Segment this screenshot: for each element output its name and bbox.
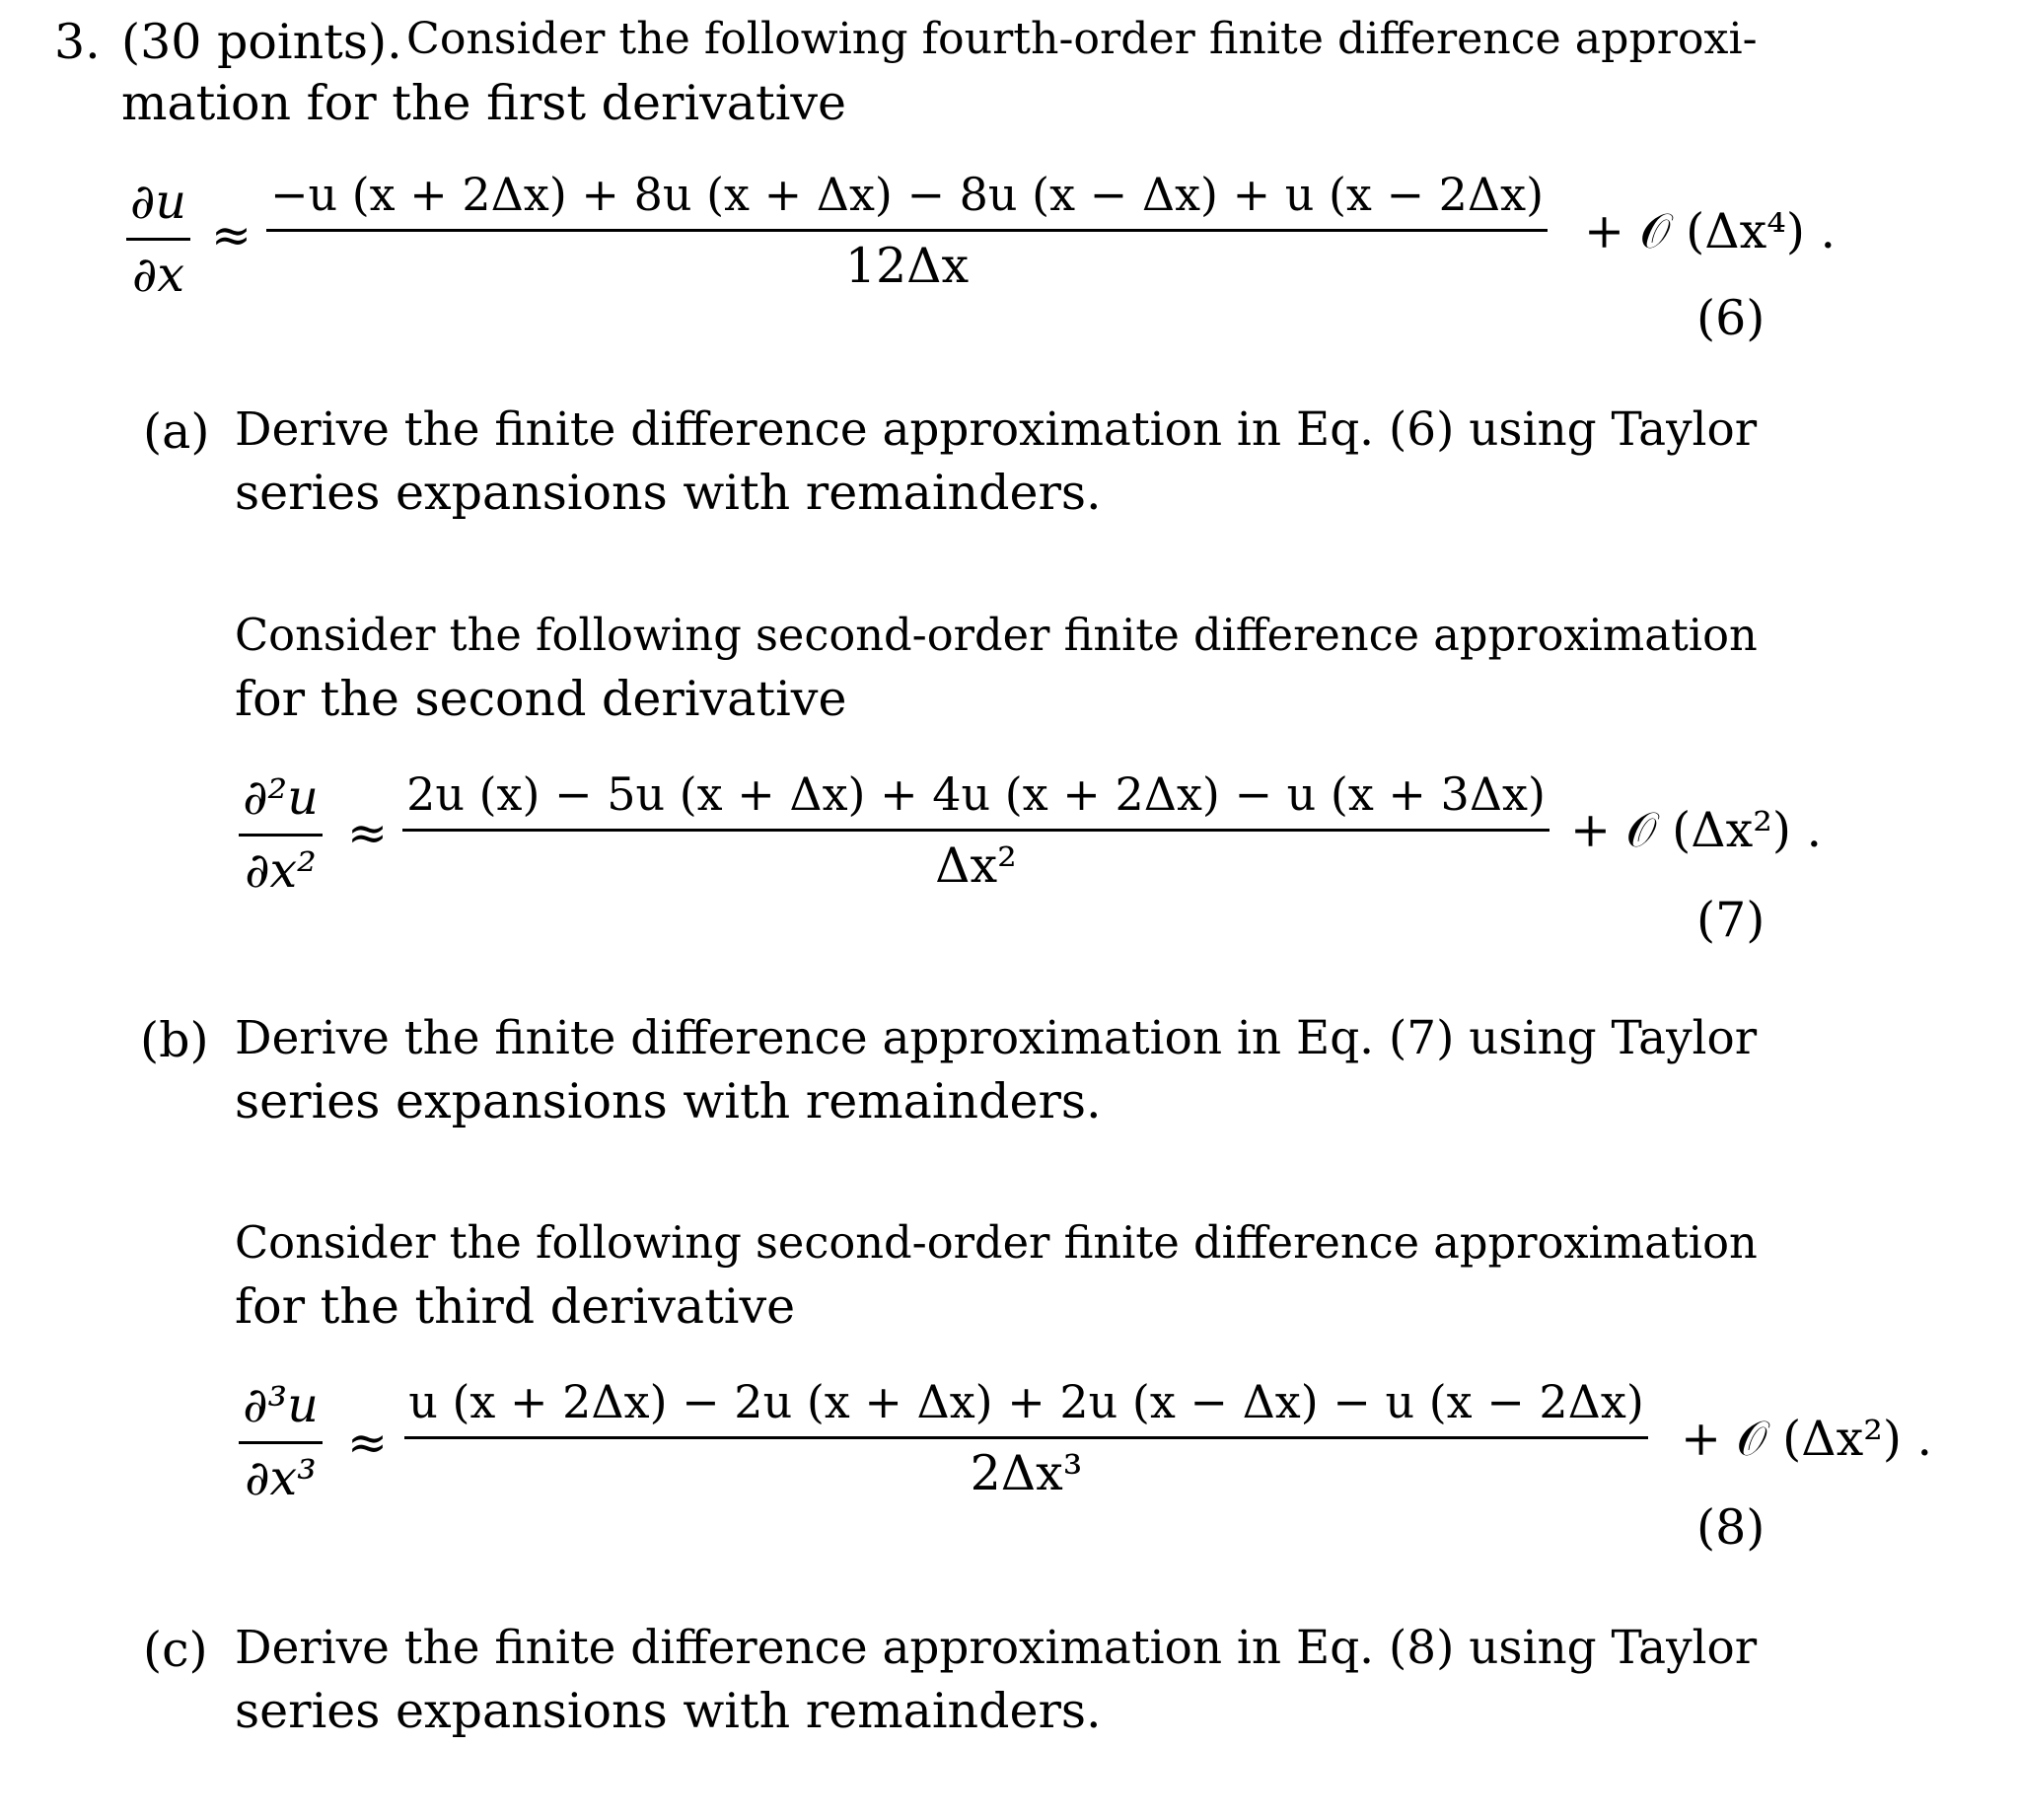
eq8-fraction (404, 1375, 1648, 1501)
eq7-error-term: + 𝒪 (Δx²) . (1570, 802, 1823, 858)
eq6-number: (6) (1696, 290, 1766, 346)
eq6-lhs-denominator: ∂x (132, 247, 184, 303)
problem-intro-line1: Consider the following fourth-order finite difference approxi- (406, 14, 1758, 64)
eq6-lhs (126, 174, 190, 303)
eq8-lhs (239, 1377, 323, 1506)
part-b-line2: series expansions with remainders. (235, 1073, 1102, 1129)
intro3-line2: for the third derivative (235, 1278, 796, 1335)
eq7-fraction (402, 767, 1550, 894)
part-b-label: (b) (140, 1012, 209, 1068)
eq7-number: (7) (1696, 892, 1766, 948)
eq8-number: (8) (1696, 1499, 1766, 1556)
part-a-label: (a) (143, 403, 210, 460)
intro2-line1: Consider the following second-order finite difference approximation (235, 610, 1758, 661)
eq6-approx-symbol: ≈ (211, 207, 252, 263)
eq8-approx-symbol: ≈ (347, 1415, 389, 1471)
eq8-lhs-denominator: ∂x³ (245, 1450, 317, 1506)
eq6-numerator: −u (x + 2Δx) + 8u (x + Δx) − 8u (x − Δx) + u (x − 2Δx) (269, 168, 1545, 221)
part-a-line1: Derive the finite difference approximation in Eq. (6) using Taylor (235, 402, 1758, 457)
eq8-lhs-numerator: ∂³u (243, 1377, 319, 1433)
eq6-error-term: + 𝒪 (Δx⁴) . (1584, 203, 1837, 259)
eq7-numerator: 2u (x) − 5u (x + Δx) + 4u (x + 2Δx) − u (x + 3Δx) (406, 767, 1546, 821)
eq7-denominator: Δx² (935, 837, 1017, 894)
eq7-lhs-numerator: ∂²u (243, 769, 319, 826)
part-c-line2: series expansions with remainders. (235, 1683, 1102, 1739)
problem-intro-line2: mation for the first derivative (121, 75, 847, 131)
part-a-line2: series expansions with remainders. (235, 465, 1102, 521)
eq6-lhs-numerator: ∂u (130, 174, 186, 230)
problem-number: 3. (54, 14, 101, 70)
eq6-fraction (266, 168, 1548, 294)
intro2-line2: for the second derivative (235, 671, 847, 727)
part-c-line1: Derive the finite difference approximation in Eq. (8) using Taylor (235, 1621, 1758, 1675)
part-c-label: (c) (143, 1622, 208, 1678)
eq7-lhs (239, 769, 323, 899)
eq8-error-term: + 𝒪 (Δx²) . (1681, 1411, 1933, 1467)
eq7-approx-symbol: ≈ (347, 805, 389, 861)
eq8-denominator: 2Δx³ (970, 1445, 1083, 1501)
intro3-line1: Consider the following second-order finite difference approximation (235, 1217, 1758, 1269)
part-b-line1: Derive the finite difference approximation in Eq. (7) using Taylor (235, 1011, 1758, 1065)
eq7-lhs-denominator: ∂x² (245, 842, 317, 899)
problem-points: (30 points). (121, 14, 402, 70)
eq6-denominator: 12Δx (844, 238, 970, 294)
eq8-numerator: u (x + 2Δx) − 2u (x + Δx) + 2u (x − Δx) − u (x − 2Δx) (408, 1375, 1644, 1428)
